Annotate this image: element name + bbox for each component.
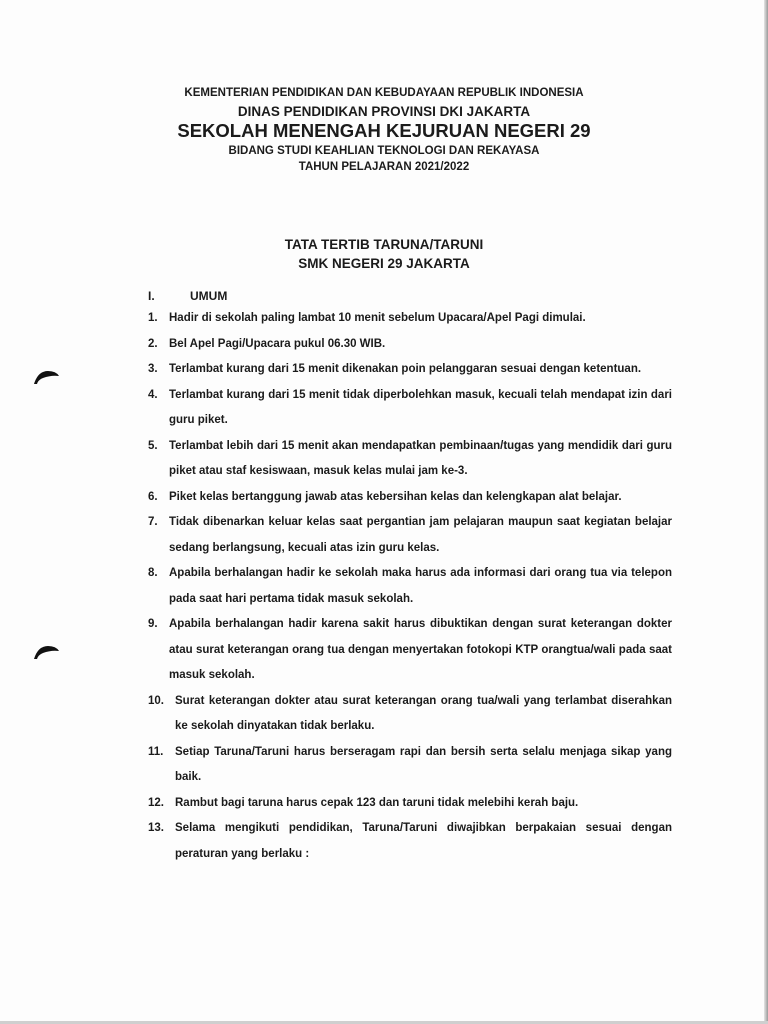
rule-text: Selama mengikuti pendidikan, Taruna/Taruni diwajibkan berpakaian sesuai dengan peraturan yang berlaku : [175,822,672,860]
rule-item [148,357,672,383]
rule-item [148,332,672,358]
rule-text: Setiap Taruna/Taruni harus berseragam rapi dan bersih serta selalu menjaga sikap yang baik. [175,745,672,783]
rule-number: 6. [148,490,158,503]
rule-item [148,689,672,740]
rule-item [148,561,672,612]
rule-number: 5. [148,439,158,452]
rule-text: Piket kelas bertanggung jawab atas kebersihan kelas dan kelengkapan alat belajar. [169,490,622,503]
letterhead [0,88,768,174]
title-line-1: TATA TERTIB TARUNA/TARUNI [284,237,484,252]
rule-item [148,485,672,511]
section-heading [148,289,227,303]
rule-item [148,434,672,485]
rule-text: Apabila berhalangan hadir karena sakit harus dibuktikan dengan surat keterangan dokter atau surat keterangan orang tua dengan menyertakan fotokopi KTP orangtua/wali pada saat masuk sekolah. [169,618,672,681]
rule-item [148,791,672,817]
rule-text: Hadir di sekolah paling lambat 10 menit sebelum Upacara/Apel Pagi dimulai. [169,312,586,324]
punch-hole-bottom [32,643,62,661]
rule-number: 4. [148,388,158,401]
academic-year: TAHUN PELAJARAN 2021/2022 [298,161,470,173]
rule-text: Surat keterangan dokter atau surat keterangan orang tua/wali yang terlambat diserahkan ke sekolah dinyatakan tidak berlaku. [175,694,672,732]
rule-text: Terlambat kurang dari 15 menit tidak diperbolehkan masuk, kecuali telah mendapat izin dari guru piket. [169,388,672,426]
rule-number: 7. [148,516,158,528]
section-number: I. [148,289,155,303]
rule-text: Rambut bagi taruna harus cepak 123 dan taruni tidak melebihi kerah baju. [175,796,579,809]
rule-item [148,383,672,434]
rule-item [148,816,672,867]
rule-number: 8. [148,567,158,579]
rule-number: 3. [148,363,158,375]
rule-text: Terlambat lebih dari 15 menit akan mendapatkan pembinaan/tugas yang mendidik dari guru piket atau staf kesiswaan, masuk kelas mulai jam ke-3. [169,439,672,477]
document-title [0,235,768,273]
rule-text: Terlambat kurang dari 15 menit dikenakan poin pelanggaran sesuai dengan ketentuan. [169,363,642,375]
rule-item [148,612,672,689]
study-field: BIDANG STUDI KEAHLIAN TEKNOLOGI DAN REKAYASA [228,144,540,157]
rule-item [148,510,672,561]
rule-number: 9. [148,618,158,630]
rule-item [148,306,672,332]
rule-text: Tidak dibenarkan keluar kelas saat pergantian jam pelajaran maupun saat kegiatan belajar sedang berlangsung, kecuali atas izin guru kelas. [169,516,672,554]
school-name: SEKOLAH MENENGAH KEJURUAN NEGERI 29 [177,120,591,141]
rule-number: 2. [148,337,158,350]
ministry-name: KEMENTERIAN PENDIDIKAN DAN KEBUDAYAAN REPUBLIK INDONESIA [184,87,584,99]
rule-number: 1. [148,312,158,324]
section-label: UMUM [190,289,228,303]
rule-number: 12. [148,796,164,809]
title-line-2: SMK NEGERI 29 JAKARTA [298,256,470,271]
rules-list [148,306,672,867]
rule-number: 10. [148,694,164,707]
rule-text: Bel Apel Pagi/Upacara pukul 06.30 WIB. [169,337,386,350]
rule-text: Apabila berhalangan hadir ke sekolah maka harus ada informasi dari orang tua via telepon pada saat hari pertama tidak masuk sekolah. [169,567,672,605]
punch-hole-top [32,368,62,386]
rule-number: 13. [148,822,164,834]
rule-item [148,740,672,791]
agency-name: DINAS PENDIDIKAN PROVINSI DKI JAKARTA [237,103,531,119]
rule-number: 11. [148,745,164,758]
